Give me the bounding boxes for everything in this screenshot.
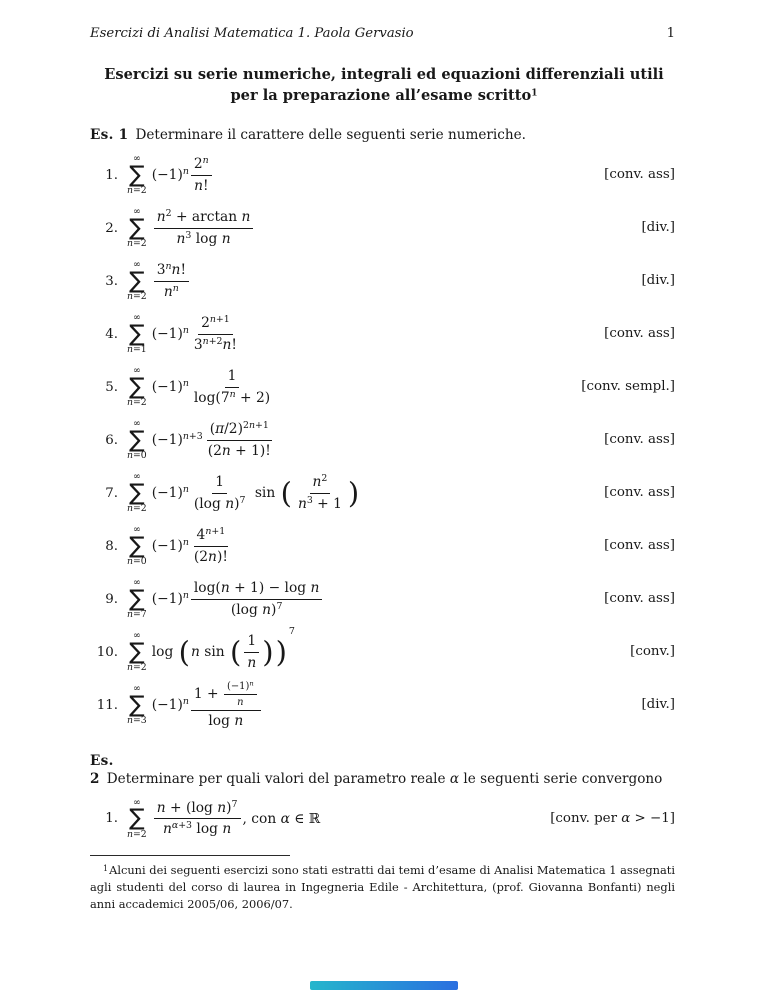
fraction: $\frac{2^n}{n!}$ — [191, 155, 212, 195]
exercise2-heading — [90, 752, 675, 789]
summation-symbol: ∞ ∑ n=0 — [127, 418, 147, 461]
item-number: 8. — [105, 538, 118, 554]
item-number: 5. — [105, 379, 118, 395]
series-formula: ∞ ∑ n=0 $(-1)^n$ $\frac{4^{n+1}}{(2n)!}$ — [127, 525, 233, 568]
title-footnote-mark: 1 — [531, 88, 538, 99]
fraction: $\frac{n^2}{n^3 + 1}$ — [297, 473, 342, 512]
exercise1-list — [90, 149, 675, 732]
summation-symbol: ∞ ∑ n=2 — [127, 630, 147, 673]
item-answer: [div.] — [641, 273, 675, 289]
footnote-rule — [90, 855, 290, 856]
fraction: $\frac{1}{\log(7^n + 2)}$ — [193, 368, 271, 406]
fraction: $\frac{1}{(\log n)^7}$ — [193, 474, 246, 512]
item-answer: [conv. ass] — [604, 432, 675, 448]
document-title-text: Esercizi su serie numeriche, integrali ed equazioni differenziali utili per la preparazione all’esame scritto — [104, 66, 664, 104]
exercise-item — [90, 679, 675, 732]
item-answer: [conv.] — [630, 644, 675, 660]
exercise-item — [90, 255, 675, 308]
exercise-item — [90, 149, 675, 202]
item-number: 1. — [105, 167, 118, 183]
summation-symbol: ∞ ∑ n=2 — [127, 365, 147, 408]
summation-symbol: ∞ ∑ n=2 — [127, 796, 147, 840]
fraction: $\frac{n^2 + \arctan n}{n^3 \log n}$ — [154, 208, 254, 248]
document-title — [103, 65, 665, 106]
item-answer: [conv. sempl.] — [581, 379, 675, 395]
exercise-item — [90, 467, 675, 520]
page-header — [90, 0, 675, 41]
fraction: 1 + $\frac{(-1)^n}{n}$ log n — [191, 680, 261, 731]
summation-symbol: ∞ ∑ n=7 — [127, 577, 147, 620]
exercise2-intro: Determinare per quali valori del parametro reale α le seguenti serie convergono — [106, 771, 663, 788]
summation-symbol: ∞ ∑ n=3 — [127, 683, 147, 726]
exercise-item — [90, 361, 675, 414]
summation-symbol: ∞ ∑ n=0 — [127, 524, 147, 567]
exercise1-label: Es. 1 — [90, 127, 129, 144]
item-answer: [conv. ass] — [604, 167, 675, 183]
series-formula — [127, 260, 191, 303]
series-formula: ∞ ∑ n=2 log ( n sin ( $\frac{1}{n}$ ) ) 7 — [127, 626, 295, 673]
item-answer: [conv. ass] — [604, 326, 675, 342]
item-number: 11. — [96, 697, 118, 713]
item-number: 2. — [105, 220, 118, 236]
item-answer: [conv. ass] — [604, 538, 675, 554]
item-number: 4. — [105, 326, 118, 342]
series-formula: ∞ ∑ n=2 $\frac{n + (\log n)^7}{n^{\alpha+3} \log n}$ , con α ∈ ℝ — [127, 796, 321, 840]
item-answer: [conv. ass] — [604, 591, 675, 607]
series-formula: ∞ ∑ n=2 $(-1)^n$ $\frac{1}{(\log n)^7}$ sin ( $\frac{n^2}{n^3 + 1}$ ) — [127, 471, 360, 514]
item-number: 10. — [96, 644, 118, 660]
series-formula: ∞ ∑ n=1 $(-1)^n$ $\frac{2^{n+1}}{3^{n+2}n!}$ — [127, 313, 242, 356]
series-formula: ∞ ∑ n=2 $(-1)^n$ $\frac{2^n}{n!}$ — [127, 154, 214, 197]
exercise-item — [90, 626, 675, 679]
item-answer: [conv. per α > −1] — [550, 810, 675, 826]
footnote-text: Alcuni dei seguenti esercizi sono stati estratti dai temi d’esame di Analisi Matematica 1 assegnati agli studenti del corso di laurea in Ingegneria Edile - Architettura, (prof. Giovanna Bonfanti) negli anni accademici 2005/06, 2006/07. — [90, 863, 675, 911]
item-answer: [div.] — [641, 697, 675, 713]
exercise-item — [90, 308, 675, 361]
exercise1-heading — [90, 126, 675, 144]
fraction: $\frac{4^{n+1}}{(2n)!}$ — [193, 526, 228, 565]
summation-symbol: ∞ ∑ n=2 — [127, 206, 147, 249]
fraction: $\frac{\text{log(n + 1) − log n}}{(\log n)^7}$ — [191, 579, 322, 619]
exercise-item — [90, 573, 675, 626]
footnote — [90, 862, 675, 912]
series-formula — [127, 207, 255, 250]
summation-symbol: ∞ ∑ n=2 — [127, 259, 147, 302]
fraction: $\frac{(\pi/2)^{2n+1}}{(2n + 1)!}$ — [207, 420, 271, 459]
exercise-item — [90, 520, 675, 573]
running-title: Esercizi di Analisi Matematica 1. Paola Gervasio — [90, 26, 414, 41]
exercise1-intro: Determinare il carattere delle seguenti serie numeriche. — [135, 127, 527, 144]
item-answer: [div.] — [641, 220, 675, 236]
fraction: $\frac{n + (\log n)^7}{n^{\alpha+3} \log n}$ — [154, 799, 241, 839]
footnote-mark: 1 — [103, 863, 109, 873]
series-formula: ∞ ∑ n=2 $(-1)^n$ $\frac{1}{\log(7^n + 2)}$ — [127, 366, 275, 409]
exercise-item — [90, 414, 675, 467]
item-number: 6. — [105, 432, 118, 448]
series-formula: ∞ ∑ n=7 $(-1)^n$ $\frac{\text{log(n + 1) − log n}}{(\log n)^7}$ — [127, 578, 324, 621]
item-number: 7. — [105, 485, 118, 501]
item-number: 9. — [105, 591, 118, 607]
exercise-item — [90, 792, 675, 845]
fraction: $\frac{1}{n}$ — [244, 632, 259, 672]
series-formula: ∞ ∑ n=3 $(-1)^n$ 1 + $\frac{(-1)^n}{n}$ log n — [127, 680, 263, 731]
item-number: 1. — [105, 811, 118, 827]
exercise-item — [90, 202, 675, 255]
exercise2-list — [90, 792, 675, 845]
page-number: 1 — [666, 26, 675, 41]
fraction: $\frac{(-1)^n}{n}$ — [224, 680, 257, 710]
item-answer: [conv. ass] — [604, 485, 675, 501]
summation-symbol: ∞ ∑ n=2 — [127, 153, 147, 196]
series-formula: ∞ ∑ n=0 $(-1)^{n+3}$ $\frac{(\pi/2)^{2n+1}}{(2n + 1)!}$ — [127, 419, 276, 462]
summation-symbol: ∞ ∑ n=2 — [127, 471, 147, 514]
item-number: 3. — [105, 273, 118, 289]
fraction: $\frac{2^{n+1}}{3^{n+2}n!}$ — [193, 314, 237, 353]
summation-symbol: ∞ ∑ n=1 — [127, 312, 147, 355]
fraction: $\frac{3^nn!}{n^n}$ — [154, 261, 189, 301]
bottom-gradient-bar — [310, 981, 458, 990]
exercise2-label: Es. 2 — [90, 752, 114, 788]
